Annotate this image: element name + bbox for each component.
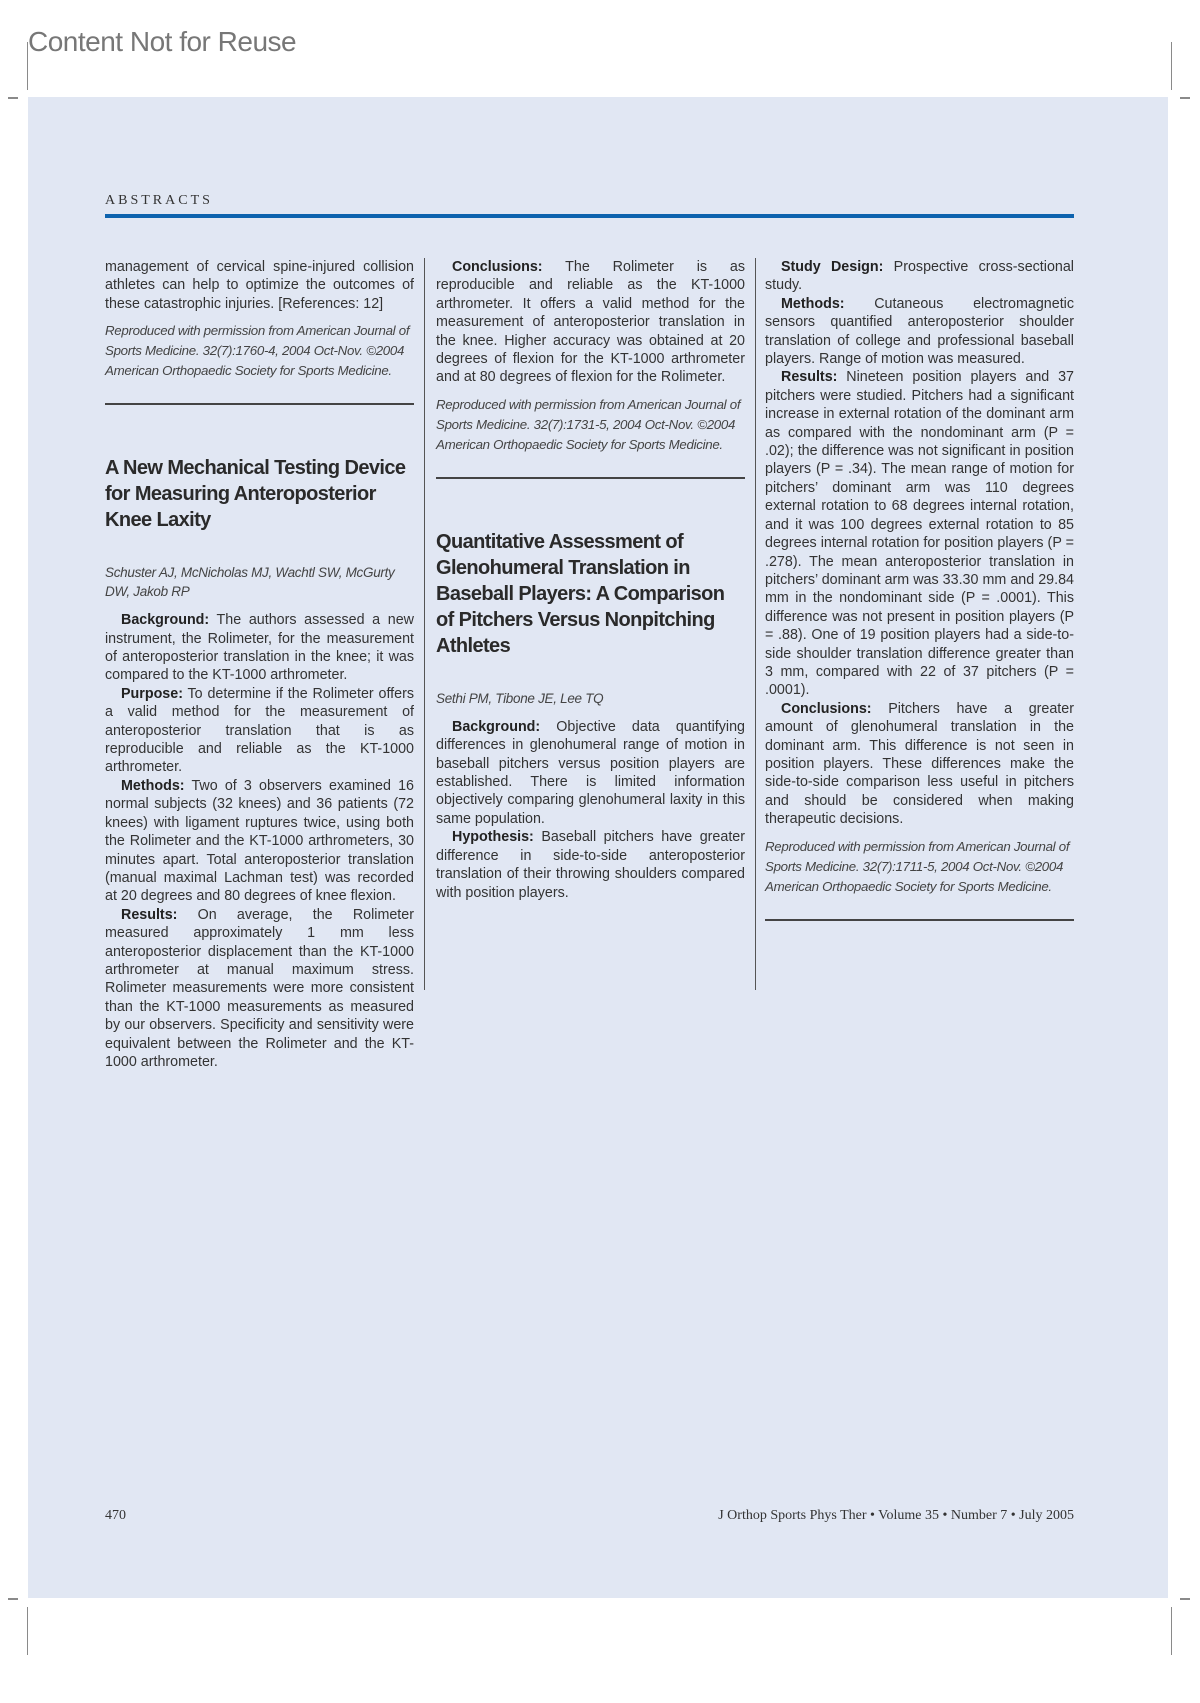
abstract-paragraph-conclusions: Conclusions: Pitchers have a greater amount of glenohumeral translation in the dominant arm. This difference is not seen in position players. These differences make the side-to-side comparison less useful in pitchers and should be considered when making therapeutic decisions. [765, 700, 1074, 828]
section-rule [105, 214, 1074, 218]
column-divider [755, 258, 756, 990]
abstract-paragraph-background: Background: The authors assessed a new instrument, the Rolimeter, for the measurement of anteroposterior translation in the knee; it was compared to the KT-1000 arthrometer. [105, 612, 414, 684]
article-title: A New Mechanical Testing Device for Measuring Anteroposterior Knee Laxity [105, 457, 406, 532]
reproduction-note: Reproduced with permission from American Journal of Sports Medicine. 32(7):1731-5, 2004 Oct-Nov. ©2004 American Orthopaedic Society for Sports Medicine. [436, 396, 741, 452]
abstract-paragraph-conclusions: Conclusions: The Rolimeter is as reproducible and reliable as the KT-1000 arthrometer. It offers a valid method for the measurement of anteroposterior translation in the knee. Higher accuracy was obtained at 20 degrees of flexion for the KT-1000 arthrometer and at 80 degrees of flexion for the Rolimeter. [436, 259, 745, 386]
abstract-paragraph-background: Background: Objective data quantifying differences in glenohumeral range of motion in baseball pitchers versus position players are established. There is limited information objectively comparing glenohumeral laxity in this same population. [436, 718, 745, 827]
reproduction-note: Reproduced with permission from American Journal of Sports Medicine. 32(7):1760-4, 2004 Oct-Nov. ©2004 American Orthopaedic Society for Sports Medicine. [105, 323, 410, 379]
journal-citation: J Orthop Sports Phys Ther • Volume 35 • Number 7 • July 2005 [718, 1508, 1074, 1523]
watermark: Content Not for Reuse [28, 26, 297, 57]
previous-abstract-tail: management of cervical spine-injured collision athletes can help to optimize the outcomes of these catastrophic injuries. [References: 12] [105, 259, 414, 312]
section-label: ABSTRACTS [105, 193, 213, 208]
abstract-paragraph-hypothesis: Hypothesis: Baseball pitchers have greater difference in side-to-side anteroposterior translation of their throwing shoulders compared with position players. [436, 829, 745, 901]
column-3 [765, 258, 1074, 921]
abstract-paragraph-results: Results: On average, the Rolimeter measured approximately 1 mm less anteroposterior displacement than the KT-1000 arthrometer at manual maximum stress. Rolimeter measurements were more consistent than the KT-1000 measurements as measured by our observers. Specificity and sensitivity were equivalent between the Rolimeter and the KT-1000 arthrometer. [105, 906, 414, 1070]
abstract-paragraph-methods: Methods: Cutaneous electromagnetic sensors quantified anteroposterior shoulder translation of college and professional baseball players. Range of motion was measured. [765, 295, 1074, 368]
crop-mark [1180, 1598, 1190, 1600]
column-divider [424, 258, 425, 990]
abstract-paragraph-purpose: Purpose: To determine if the Rolimeter offers a valid method for the measurement of anteroposterior translation that is as reproducible and reliable as the KT-1000 arthrometer. [105, 685, 414, 776]
crop-mark [8, 1598, 18, 1600]
abstract-paragraph-methods: Methods: Two of 3 observers examined 16 normal subjects (32 knees) and 36 patients (72 knees) with ligament ruptures twice, using both the Rolimeter and the KT-1000 arthrometers, 30 minutes apart. Total anteroposterior translation (manual maximal Lachman test) was recorded at 20 degrees and 80 degrees of knee flexion. [105, 777, 414, 905]
column-2 [436, 258, 745, 902]
article-separator [765, 919, 1074, 921]
article-title: Quantitative Assessment of Glenohumeral Translation in Baseball Players: A Comparison of Pitchers Versus Nonpitching Athletes [436, 530, 725, 657]
article-separator [436, 477, 745, 479]
article-authors: Sethi PM, Tibone JE, Lee TQ [436, 690, 604, 706]
abstract-paragraph-study-design: Study Design: Prospective cross-sectional study. [765, 259, 1074, 294]
crop-mark [27, 42, 28, 90]
page-number: 470 [105, 1508, 126, 1523]
crop-mark [1180, 97, 1190, 99]
crop-mark [1171, 42, 1172, 90]
abstract-paragraph-results: Results: Nineteen position players and 37 pitchers were studied. Pitchers had a significant increase in external rotation of the dominant arm as compared with the nondominant arm (P = .02); the difference was not significant in position players (P = .34). The mean range of motion for pitchers’ dominant arm was 110 degrees external rotation to 68 degrees internal rotation, and it was 100 degrees external rotation to 85 degrees internal rotation for position players (P = .278). The mean anteroposterior translation in pitchers’ dominant arm was 33.30 mm and 29.84 mm in the nondominant side (P = .0001). This difference was not present in position players (P = .88). One of 19 position players had a side-to-side shoulder translation difference greater than 3 mm, compared with 22 of 37 pitchers (P = .0001). [765, 369, 1074, 699]
column-1 [105, 258, 414, 1071]
crop-mark [27, 1607, 28, 1655]
crop-mark [8, 97, 18, 99]
article-authors: Schuster AJ, McNicholas MJ, Wachtl SW, McGurty DW, Jakob RP [105, 565, 395, 600]
reproduction-note: Reproduced with permission from American Journal of Sports Medicine. 32(7):1711-5, 2004 Oct-Nov. ©2004 American Orthopaedic Society for Sports Medicine. [765, 838, 1070, 894]
article-separator [105, 403, 414, 405]
crop-mark [1171, 1607, 1172, 1655]
